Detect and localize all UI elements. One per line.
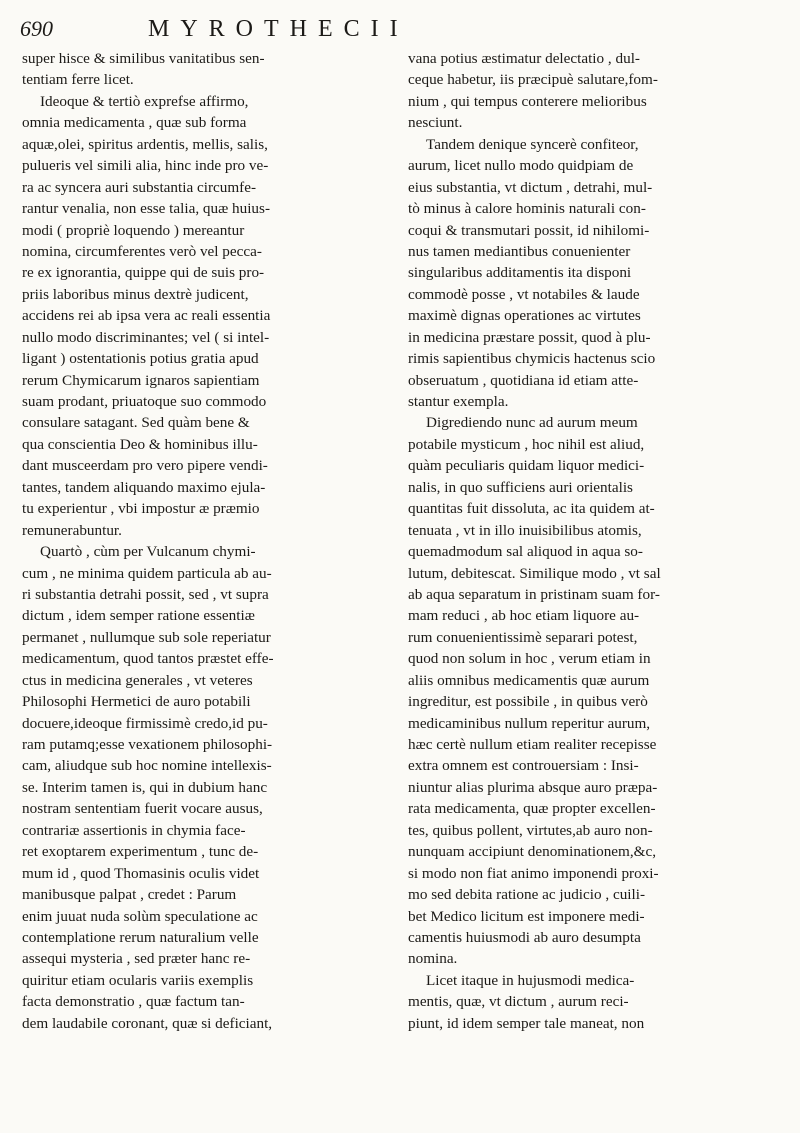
text-line: nullo modo discriminantes; vel ( si intel- bbox=[22, 328, 270, 346]
text-line: consulare satagant. Sed quàm bene & bbox=[22, 414, 250, 432]
text-line: dant musceerdam pro vero pipere vendi- bbox=[22, 457, 268, 475]
text-line: pulueris vel simili alia, hinc inde pro ve- bbox=[22, 157, 269, 175]
text-line: rimis sapientibus chymicis hactenus scio bbox=[408, 350, 656, 368]
text-line: nostram sententiam fuerit vocare ausus, bbox=[22, 800, 263, 818]
text-line: singularibus additamentis ita disponi bbox=[408, 264, 632, 282]
text-line: rum conuenientissimè separari potest, bbox=[408, 628, 638, 646]
text-line: rerum Chymicarum ignaros sapientiam bbox=[22, 371, 260, 389]
text-line: cum , ne minima quidem particula ab au- bbox=[22, 564, 272, 582]
text-line: mentis, quæ, vt dictum , aurum reci- bbox=[408, 993, 629, 1011]
text-line: ab aqua separatum in pristinam suam for- bbox=[408, 585, 660, 603]
right-text-column bbox=[408, 48, 780, 1034]
text-line: ra ac syncera auri substantia circumfe- bbox=[22, 178, 257, 196]
text-line: enim juuat nuda solùm speculatione ac bbox=[22, 907, 258, 925]
text-line: quemadmodum sal aliquod in aqua so- bbox=[408, 543, 643, 561]
text-line: modi ( propriè loquendo ) mereantur bbox=[22, 221, 245, 239]
page-number: 690 bbox=[20, 16, 53, 41]
text-line: quiritur etiam ocularis variis exemplis bbox=[22, 971, 254, 989]
text-line: tenuata , vt in illo inuisibilibus atomis, bbox=[408, 521, 642, 539]
text-line: tantes, tandem aliquando maximo ejula- bbox=[22, 478, 266, 496]
text-line: mo sed debita ratione ac judicio , cuili- bbox=[408, 886, 646, 904]
text-line: nalis, in quo sufficiens auri orientalis bbox=[408, 478, 633, 496]
text-line: vana potius æstimatur delectatio , dul- bbox=[408, 50, 640, 67]
text-line: remunerabuntur. bbox=[22, 521, 122, 539]
text-line: ingreditur, est possibile , in quibus verò bbox=[408, 693, 648, 711]
text-line: mum id , quod Thomasinis oculis videt bbox=[22, 864, 260, 882]
text-line: aurum, licet nullo modo quidpiam de bbox=[408, 157, 634, 175]
text-line: rata medicamenta, quæ propter excellen- bbox=[408, 800, 656, 818]
text-line: Ideoque & tertiò exprefse affirmo, bbox=[40, 92, 249, 110]
text-line: Digrediendo nunc ad aurum meum bbox=[426, 414, 638, 432]
text-line: nium , qui tempus conterere melioribus bbox=[408, 92, 647, 110]
text-line: dem laudabile coronant, quæ si deficiant, bbox=[22, 1014, 273, 1032]
text-line: hæc certè nullum etiam realiter recepisse bbox=[408, 736, 657, 753]
text-line: assequi mysteria , sed præter hanc re- bbox=[22, 950, 251, 968]
text-line: Tandem denique syncerè confiteor, bbox=[426, 135, 639, 153]
text-line: coqui & transmutari possit, id nihilomi- bbox=[408, 221, 650, 239]
text-line: extra omnem est controuersiam : Insi- bbox=[408, 757, 639, 775]
text-line: dictum , idem semper ratione essentiæ bbox=[22, 607, 255, 625]
text-line: stantur exempla. bbox=[408, 393, 509, 410]
page-header bbox=[18, 14, 784, 48]
text-line: manibusque palpat , credet : Parum bbox=[22, 886, 237, 904]
text-line: ceque habetur, iis præcipuè salutare,fom- bbox=[408, 71, 658, 89]
running-title: MYROTHECII bbox=[148, 16, 409, 42]
text-line: quàm peculiaris quidam liquor medici- bbox=[408, 457, 645, 475]
text-line: super hisce & similibus vanitatibus sen- bbox=[22, 50, 265, 67]
text-line: quantitas fuit dissoluta, ac ita quidem at- bbox=[408, 500, 655, 518]
text-line: si modo non fiat animo imponendi proxi- bbox=[408, 864, 659, 882]
text-line: tò minus à calore hominis naturali con- bbox=[408, 200, 646, 218]
text-line: ligant ) ostentationis potius gratia apud bbox=[22, 350, 259, 368]
text-line: ram putamq;esse vexationem philosophi- bbox=[22, 736, 273, 753]
text-line: facta demonstratio , quæ factum tan- bbox=[22, 993, 245, 1011]
text-line: aquæ,olei, spiritus ardentis, mellis, salis, bbox=[22, 135, 268, 153]
text-line: Licet itaque in hujusmodi medica- bbox=[426, 971, 635, 989]
text-line: se. Interim tamen is, qui in dubium hanc bbox=[22, 778, 268, 796]
text-line: nomina, circumferentes verò vel pecca- bbox=[22, 242, 262, 260]
text-line: ctus in medicina generales , vt veteres bbox=[22, 671, 253, 689]
text-line: in medicina præstare possit, quod à plu- bbox=[408, 328, 651, 346]
left-text-column bbox=[22, 48, 394, 1034]
text-line: rantur venalia, non esse talia, quæ huius- bbox=[22, 200, 270, 218]
text-line: maximè dignas operationes ac virtutes bbox=[408, 307, 641, 325]
text-line: tu experientur , vbi impostur æ præmio bbox=[22, 500, 260, 518]
text-line: mam reduci , ab hoc etiam liquore au- bbox=[408, 607, 640, 625]
text-line: re ex ignorantia, quippe qui de suis pro- bbox=[22, 264, 265, 282]
text-line: medicaminibus nullum reperitur aurum, bbox=[408, 714, 651, 732]
text-line: nunquam accipiunt denominationem,&c, bbox=[408, 843, 656, 861]
text-line: suam prodant, priuatoque suo commodo bbox=[22, 393, 267, 410]
text-line: ret exoptarem experimentum , tunc de- bbox=[22, 843, 259, 861]
text-line: tes, quibus pollent, virtutes,ab auro non- bbox=[408, 821, 653, 839]
text-line: camentis huiusmodi ab auro desumpta bbox=[408, 928, 641, 946]
text-line: Philosophi Hermetici de auro potabili bbox=[22, 693, 251, 711]
text-line: Quartò , cùm per Vulcanum chymi- bbox=[40, 543, 256, 561]
text-line: piunt, id idem semper tale maneat, non bbox=[408, 1014, 645, 1032]
text-line: omnia medicamenta , quæ sub forma bbox=[22, 114, 247, 132]
text-line: accidens rei ab ipsa vera ac reali essentia bbox=[22, 307, 271, 325]
text-line: ri substantia detrahi possit, sed , vt supra bbox=[22, 585, 269, 603]
text-line: contemplatione rerum naturalium velle bbox=[22, 928, 259, 946]
text-line: permanet , nullumque sub sole reperiatur bbox=[22, 628, 271, 646]
text-line: medicamentum, quod tantos præstet effe- bbox=[22, 650, 274, 668]
text-line: cam, aliudque sub hoc nomine intellexis- bbox=[22, 757, 272, 775]
text-line: eius substantia, vt dictum , detrahi, mul- bbox=[408, 178, 653, 196]
text-line: obseruatum , quotidiana id etiam atte- bbox=[408, 371, 639, 389]
text-line: bet Medico licitum est imponere medi- bbox=[408, 907, 645, 925]
text-line: priis laboribus minus dextrè judicent, bbox=[22, 285, 249, 303]
text-line: nomina. bbox=[408, 950, 458, 968]
text-line: aliis omnibus medicamentis quæ aurum bbox=[408, 671, 650, 689]
text-line: nus tamen mediantibus conuenienter bbox=[408, 242, 631, 260]
text-line: lutum, debitescat. Similique modo , vt sal bbox=[408, 564, 661, 582]
text-line: nesciunt. bbox=[408, 114, 463, 132]
text-line: qua conscientia Deo & hominibus illu- bbox=[22, 435, 258, 453]
text-line: quod non solum in hoc , verum etiam in bbox=[408, 650, 651, 668]
text-line: potabile mysticum , hoc nihil est aliud, bbox=[408, 435, 645, 453]
text-line: tentiam ferre licet. bbox=[22, 71, 134, 89]
text-line: niuntur alias plurima absque auro præpa- bbox=[408, 778, 658, 796]
text-line: docuere,ideoque firmissimè credo,id pu- bbox=[22, 714, 268, 732]
text-line: contrariæ assertionis in chymia face- bbox=[22, 821, 246, 839]
text-line: commodè posse , vt notabiles & laude bbox=[408, 285, 640, 303]
